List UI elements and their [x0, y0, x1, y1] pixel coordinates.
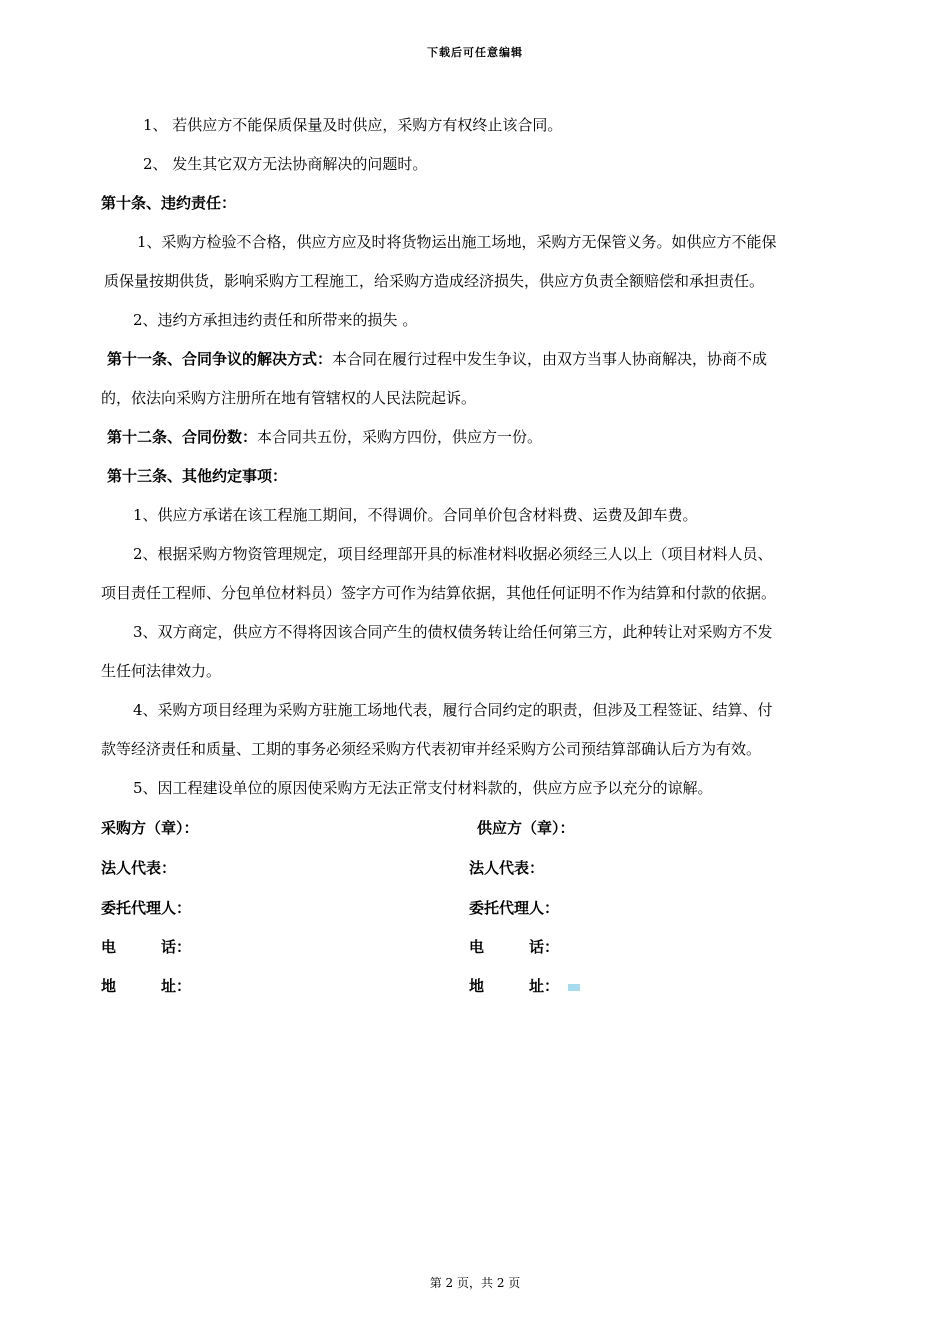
- article-11-text: 本合同在履行过程中发生争议，由双方当事人协商解决，协商不成: [332, 350, 768, 368]
- buyer-address-label: 地 址：: [101, 977, 192, 995]
- supplier-seal-label: 供应方（章）：: [477, 819, 575, 837]
- article-12: [107, 427, 542, 447]
- clause-line: 2、违约方承担违约责任和所带来的损失 。: [133, 311, 418, 329]
- supplier-agent-label: 委托代理人：: [469, 899, 560, 917]
- article-12-title: 第十二条、合同份数：: [107, 428, 258, 446]
- supplier-phone-label: 电 话：: [469, 938, 560, 956]
- clause-line: 质保量按期供货，影响采购方工程施工，给采购方造成经济损失，供应方负责全额赔偿和承担责任。: [104, 272, 765, 290]
- clause-line: 4、采购方项目经理为采购方驻施工场地代表，履行合同约定的职责，但涉及工程签证、结算、付: [133, 701, 773, 719]
- clause-line: 生任何法律效力。: [101, 662, 222, 680]
- article-13-title: 第十三条、其他约定事项：: [107, 467, 288, 485]
- buyer-seal-label: 采购方（章）：: [101, 819, 199, 837]
- supplier-address-label: 地 址：: [469, 977, 560, 995]
- clause-line: 款等经济责任和质量、工期的事务必须经采购方代表初审并经采购方公司预结算部确认后方为有效。: [101, 740, 762, 758]
- clause-line: 1、供应方承诺在该工程施工期间，不得调价。合同单价包含材料费、运费及卸车费。: [133, 506, 698, 524]
- clause-line: 2、 发生其它双方无法协商解决的问题时。: [143, 155, 428, 173]
- highlight-mark: [568, 984, 580, 991]
- page-footer: 第 2 页，共 2 页: [429, 1276, 521, 1290]
- buyer-agent-label: 委托代理人：: [101, 899, 192, 917]
- buyer-rep-label: 法人代表：: [101, 859, 177, 877]
- clause-line: 1、 若供应方不能保质保量及时供应，采购方有权终止该合同。: [143, 116, 563, 134]
- page-header: 下载后可任意编辑: [427, 46, 523, 59]
- clause-line: 5、因工程建设单位的原因使采购方无法正常支付材料款的，供应方应予以充分的谅解。: [133, 779, 713, 797]
- clause-line: 1、采购方检验不合格，供应方应及时将货物运出施工场地，采购方无保管义务。如供应方不能保: [137, 233, 777, 251]
- buyer-phone-label: 电 话：: [101, 938, 192, 956]
- clause-line: 3、双方商定，供应方不得将因该合同产生的债权债务转让给任何第三方，此种转让对采购方不发: [133, 623, 773, 641]
- article-11-title: 第十一条、合同争议的解决方式：: [107, 350, 333, 368]
- clause-line: 2、根据采购方物资管理规定，项目经理部开具的标准材料收据必须经三人以上（项目材料人员、: [133, 545, 773, 563]
- article-10-title: 第十条、违约责任：: [101, 194, 237, 212]
- clause-line: 项目责任工程师、分包单位材料员）签字方可作为结算依据，其他任何证明不作为结算和付款的依据。: [101, 584, 777, 602]
- article-12-text: 本合同共五份，采购方四份，供应方一份。: [257, 428, 543, 446]
- clause-line: 的，依法向采购方注册所在地有管辖权的人民法院起诉。: [101, 389, 477, 407]
- supplier-rep-label: 法人代表：: [469, 859, 545, 877]
- article-11: [107, 349, 767, 369]
